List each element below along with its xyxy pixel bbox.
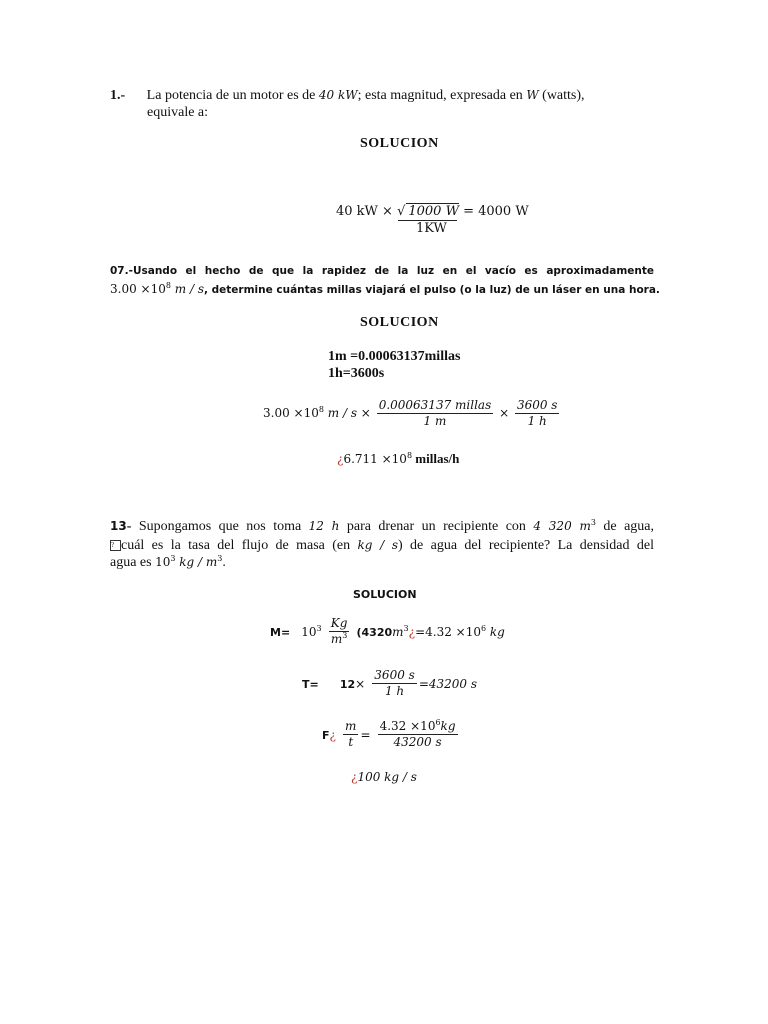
problem-1-statement: 1.- La potencia de un motor es de 40 kW; esta magnitud, expresada en W (watts), xyxy=(110,88,585,103)
problem-7-statement: 07.-Usando el hecho de que la rapidez de la luz en el vacío es aproximadamente xyxy=(110,265,654,277)
problem-1-number: 1.- xyxy=(110,88,126,103)
problem-1-solution-heading: SOLUCION xyxy=(360,136,439,151)
mass-equation: $M= 10^3$ $\frac{Kg}{m^3}$ ($4320m^3¿=4.32 \times 10^6$ kg xyxy=(270,616,505,646)
conversion-meters: 1m =0.00063137millas xyxy=(328,349,461,364)
problem-1-statement-line2: equivale a: xyxy=(147,105,209,120)
problem-13-solution-heading: SOLUCION xyxy=(353,588,417,601)
time-equation: T= 12× $\frac{3600 s}{1 h}$ =43200 s xyxy=(302,668,478,698)
problem-7-statement-line2: $3.00 \times 10^8$ m / s, determine cuántas millas viajará el pulso (o la luz) de un láser en una hora. xyxy=(110,281,660,296)
problem-13-statement: 13- Supongamos que nos toma 12 h para drenar un recipiente con 4 320 $m^3$ de agua, xyxy=(110,518,655,534)
problem-13-number: 13 xyxy=(110,519,127,533)
problem-13-statement-line2: ? cuál es la tasa del flujo de masa (en kg / s) de agua del recipiente? La densidad del xyxy=(111,538,654,553)
missing-glyph-icon: ? xyxy=(110,540,121,551)
problem-1-equation-denominator: 1KW xyxy=(398,220,457,236)
conversion-hours: 1h=3600s xyxy=(328,366,385,381)
problem-1-equation: 40 kW × √ 1000 W = 4000 W xyxy=(336,204,529,219)
problem-7-result: ¿$6.711 \times 10^8$ millas/h xyxy=(337,451,460,466)
problem-7-solution-heading: SOLUCION xyxy=(360,315,439,330)
problem-7-number: 07.- xyxy=(110,265,133,277)
problem-13-statement-line3: agua es $10^3$ kg / $m^3$. xyxy=(110,554,226,570)
flow-result: ¿100 kg / s xyxy=(351,770,417,784)
problem-7-calculation: $3.00 \times 10^8$ m / s × $\frac{\text{0.00063137 millas}}{1 m}$ × $\frac{3600 s}{1 h}$ xyxy=(263,398,558,428)
flow-equation: F¿ $\frac{m}{t}$ = $\frac{4.32 \times 10^6kg}{43200 s}$ xyxy=(322,718,456,749)
